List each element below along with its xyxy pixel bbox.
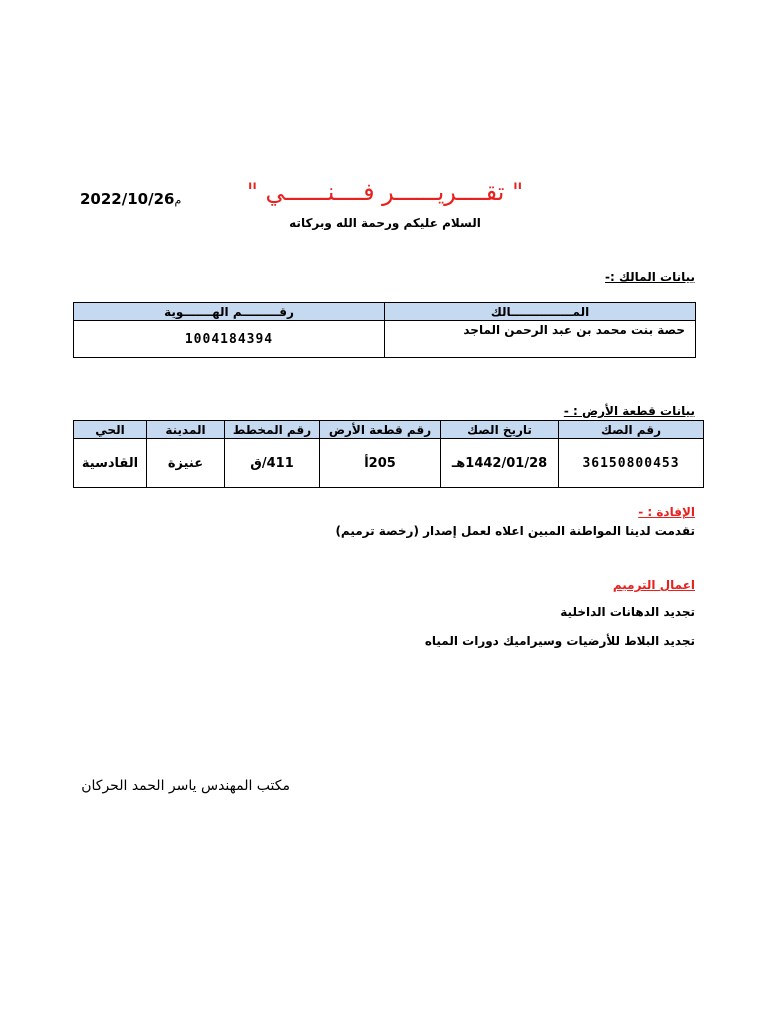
notice-heading: الإفادة : - [638,505,695,519]
works-heading: اعمال الترميم [612,578,695,592]
owner-table [73,302,696,358]
works-item: تجديد البلاط للأرضيات وسيراميك دورات المياه [424,634,695,648]
plot-number-cell: 205أ [320,439,441,488]
land-section-heading: بيانات قطعة الأرض : - [563,404,695,418]
works-item: تجديد الدهانات الداخلية [560,605,695,619]
district-cell: القادسية [74,439,147,488]
land-table [73,420,704,488]
owner-id-cell: 1004184394 [74,321,385,358]
report-date-value: 2022/10/26 [80,190,175,208]
land-table-header [74,421,704,439]
deed-number-cell: 36150800453 [559,439,704,488]
city-cell: عنيزة [147,439,225,488]
owner-name-cell: حصة بنت محمد بن عبد الرحمن الماجد [385,321,696,358]
signature: مكتب المهندس ياسر الحمد الحركان [81,778,290,794]
report-date [80,190,181,208]
plan-number-column-header: رقم المخطط [225,421,320,439]
deed-date-cell: 1442/01/28هـ [441,439,559,488]
greeting: السلام عليكم ورحمة الله وبركاته [289,216,481,230]
deed-number-column-header: رقم الصك [559,421,704,439]
city-column-header: المدينة [147,421,225,439]
plan-number-cell: 411/ق [225,439,320,488]
owner-table-header [74,303,696,321]
owner-table-row [74,321,696,358]
deed-date-column-header: تاريخ الصك [441,421,559,439]
owner-id-column-header: رقـــــــــم الهـــــــوية [74,303,385,321]
report-title: " تقــــريــــــر فــــنــــــي " [246,178,524,206]
owner-name-column-header: المـــــــــــــــالك [385,303,696,321]
owner-section-heading: بيانات المالك :- [605,270,695,284]
plot-number-column-header: رقم قطعة الأرض [320,421,441,439]
report-date-suffix: م [174,194,182,207]
district-column-header: الحي [74,421,147,439]
land-table-row [74,439,704,488]
notice-text: تقدمت لدينا المواطنة المبين اعلاه لعمل إصدار (رخصة ترميم) [335,524,695,538]
